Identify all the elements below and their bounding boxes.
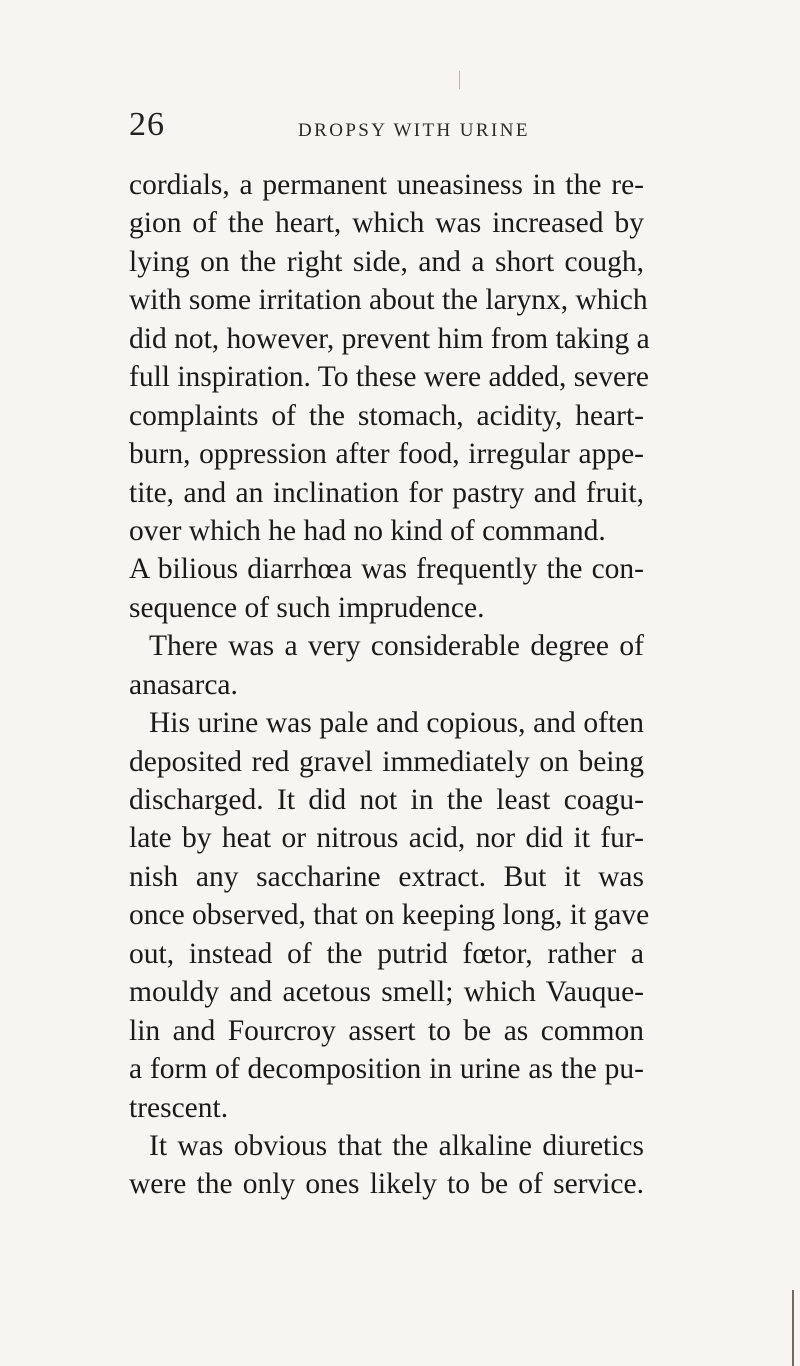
text-line: once observed, that on keeping long, it gave (129, 899, 650, 932)
text-line: deposited red gravel immediately on being (129, 745, 644, 778)
text-line: tite, and an inclination for pastry and fruit, (129, 476, 644, 509)
text-line: complaints of the stomach, acidity, heart- (129, 399, 644, 432)
text-line: It was obvious that the alkaline diuretics (149, 1129, 644, 1162)
body-text (129, 166, 650, 1204)
text-line: A bilious diarrhœa was frequently the con- (129, 553, 644, 586)
text-line: nish any saccharine extract. But it was (129, 860, 644, 893)
running-title: DROPSY WITH URINE (298, 120, 530, 141)
text-line: were the only ones likely to be of service. (129, 1168, 644, 1201)
text-line: sequence of such imprudence. (129, 591, 485, 624)
text-line: anasarca. (129, 668, 238, 701)
text-line: There was a very considerable degree of (149, 630, 644, 663)
text-line: late by heat or nitrous acid, nor did it fur- (129, 822, 644, 855)
text-line: gion of the heart, which was increased by (129, 207, 644, 240)
page-number: 26 (129, 106, 165, 143)
text-line: burn, oppression after food, irregular appe- (129, 438, 644, 471)
paper-speck (792, 1290, 794, 1366)
text-line: discharged. It did not in the least coagu- (129, 784, 644, 816)
text-line: lin and Fourcroy assert to be as common (129, 1014, 644, 1047)
text-line: mouldy and acetous smell; which Vauque- (129, 976, 644, 1009)
text-line: did not, however, prevent him from taking a (129, 322, 650, 355)
paper-speck (459, 71, 460, 89)
text-line: His urine was pale and copious, and often (149, 707, 644, 740)
text-line: cordials, a permanent uneasiness in the re- (129, 169, 644, 201)
text-line: full inspiration. To these were added, severe (129, 361, 650, 394)
text-line: over which he had no kind of command. (129, 514, 606, 547)
text-line: out, instead of the putrid fœtor, rather a (129, 937, 644, 970)
text-line: with some irritation about the larynx, which (129, 284, 648, 317)
text-line: lying on the right side, and a short cough, (129, 245, 644, 278)
text-line: a form of decomposition in urine as the pu- (129, 1053, 644, 1086)
running-head (129, 106, 799, 156)
text-line: trescent. (129, 1091, 229, 1124)
